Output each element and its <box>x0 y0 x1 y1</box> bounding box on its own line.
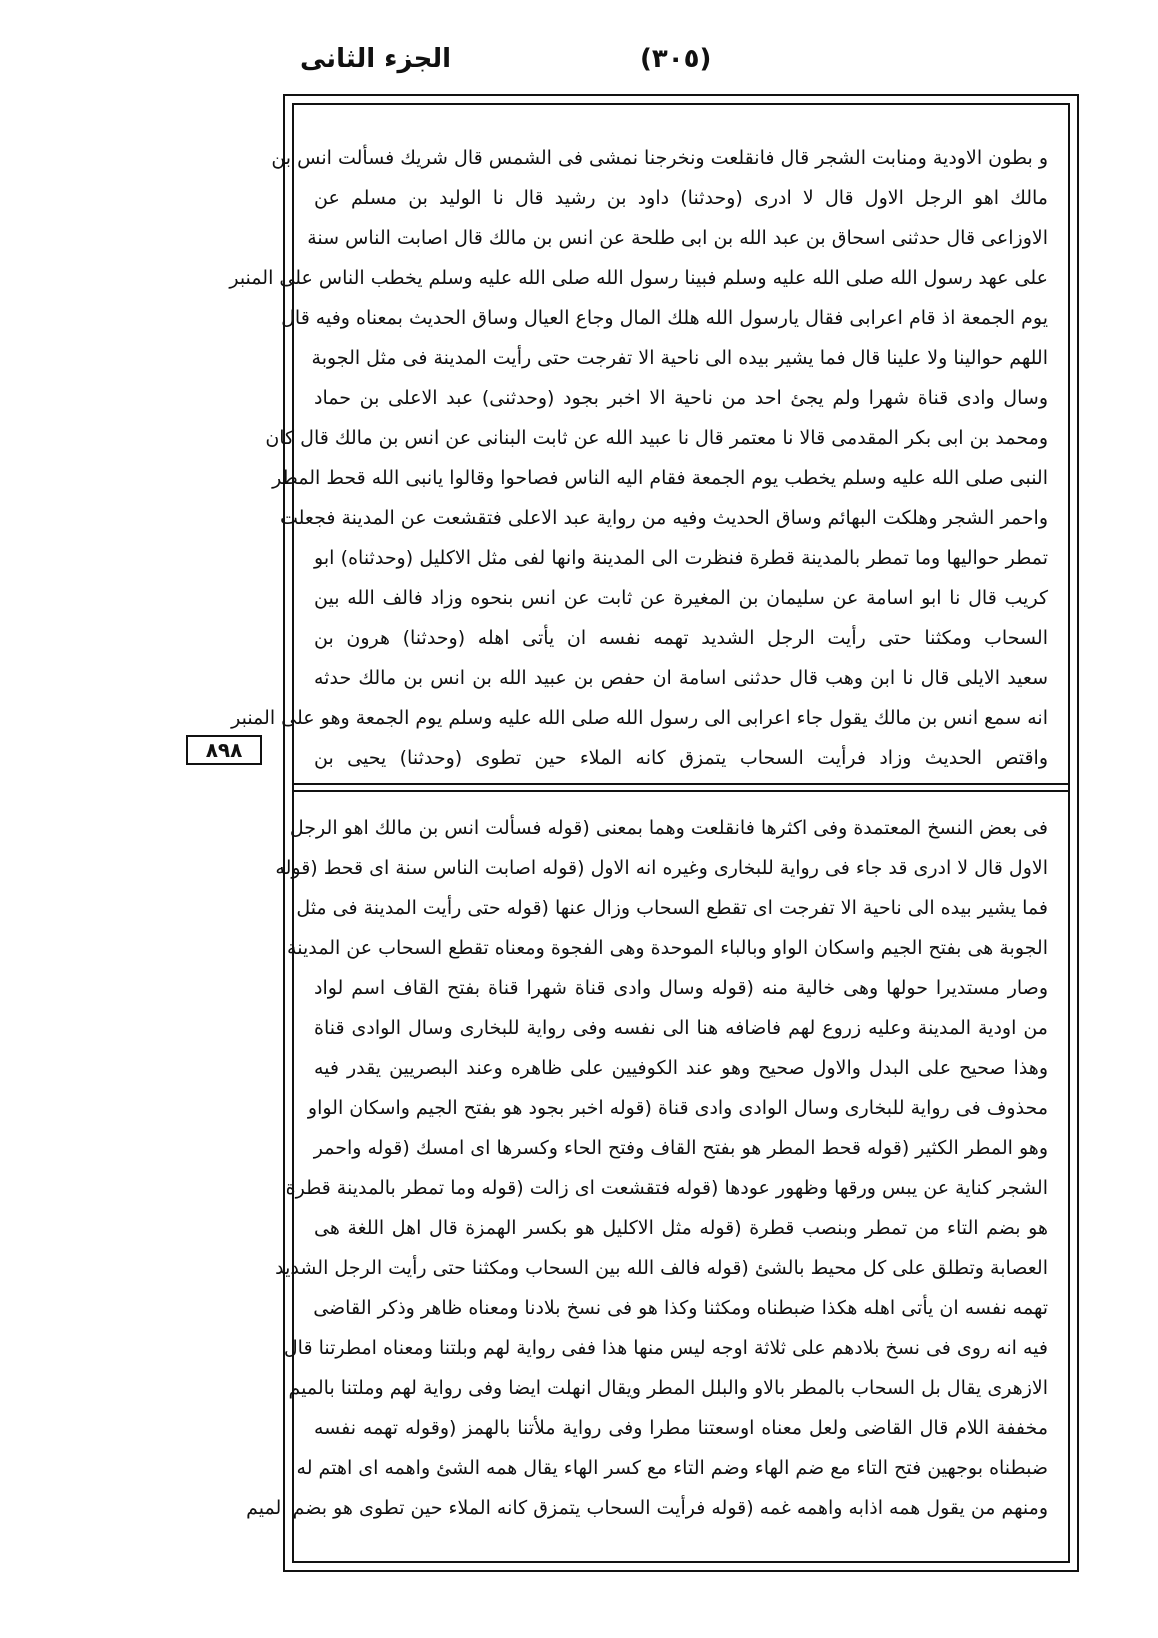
text-line: على عهد رسول الله صلى الله عليه وسلم فبينا رسول الله صلى الله عليه وسلم يخطب الناس على المنبر <box>229 267 1048 289</box>
commentary-line: الشجر كناية عن يبس ورقها وظهور عودها (قوله فتقشعت اى زالت (قوله وما تمطر بالمدينة قطرة <box>285 1177 1048 1199</box>
text-line: وسال وادى قناة شهرا ولم يجئ احد من ناحية الا اخبر بجود (وحدثنى) عبد الاعلى بن حماد <box>314 387 1048 409</box>
commentary-line: الازهرى يقال بل السحاب بالمطر بالاو والبلل المطر ويقال انهلت ايضا وفى رواية لهم وملتنا بالميم <box>288 1377 1048 1399</box>
commentary-line: تهمه نفسه ان يأتى اهله هكذا ضبطناه ومكثنا وكذا هو فى نسخ بلادنا ومعناه ظاهر وذكر القاضى <box>313 1297 1048 1319</box>
section-divider <box>292 783 1070 785</box>
text-line: يوم الجمعة اذ قام اعرابى فقال يارسول الله هلك المال وجاع العيال وساق الحديث بمعناه وفيه قال <box>281 307 1048 329</box>
commentary-line: محذوف فى رواية للبخارى وسال الوادى وادى قناة (قوله اخبر بجود هو بفتح الجيم واسكان الواو <box>307 1097 1048 1119</box>
text-line: كريب قال نا ابو اسامة عن سليمان بن المغيرة عن ثابت عن انس بنحوه وزاد فالف الله بين <box>314 587 1048 609</box>
commentary-text <box>246 808 1048 1528</box>
commentary-line: مخففة اللام قال القاضى ولعل معناه اوسعتنا مطرا وفى رواية ملأتنا بالهمز (وقوله تهمه نفسه <box>314 1417 1048 1439</box>
text-line: ومحمد بن ابى بكر المقدمى قالا نا معتمر قال نا عبيد الله عن ثابت البنانى عن انس بن مالك قال كان <box>265 427 1048 449</box>
commentary-line: هو بضم التاء من تمطر وبنصب قطرة (قوله مثل الاكليل هو بكسر الهمزة قال اهل اللغة هى <box>314 1217 1048 1239</box>
commentary-line: ضبطناه بوجهين فتح التاء مع ضم الهاء وضم التاء مع كسر الهاء يقال همه الشئ واهمه اى اهتم له <box>296 1457 1048 1479</box>
section-divider <box>292 790 1070 792</box>
commentary-line: فى بعض النسخ المعتمدة وفى اكثرها فانقلعت وهما بمعنى (قوله فسألت انس بن مالك اهو الرجل <box>289 817 1048 839</box>
text-line: انه سمع انس بن مالك يقول جاء اعرابى الى رسول الله صلى الله عليه وسلم يوم الجمعة وهو على المنبر <box>231 707 1048 729</box>
text-line: مالك اهو الرجل الاول قال لا ادرى (وحدثنا) داود بن رشيد قال نا الوليد بن مسلم عن <box>314 187 1048 209</box>
commentary-line: العصابة وتطلق على كل محيط بالشئ (قوله فالف الله بين السحاب ومكثنا حتى رأيت الرجل الشديد <box>275 1257 1048 1279</box>
commentary-line: فما يشير بيده الى ناحية الا تفرجت اى تقطع السحاب وزال عنها (قوله حتى رأيت المدينة فى مثل <box>296 897 1048 919</box>
text-line: اللهم حوالينا ولا علينا قال فما يشير بيده الى ناحية الا تفرجت حتى رأيت المدينة فى مثل الجوبة <box>311 347 1048 369</box>
text-line: واحمر الشجر وهلكت البهائم وساق الحديث وفيه من رواية عبد الاعلى فتقشعت عن المدينة فجعلت <box>279 507 1048 529</box>
text-line: سعيد الايلى قال نا ابن وهب قال حدثنى اسامة ان حفص بن عبيد الله بن انس بن مالك حدثه <box>314 667 1048 689</box>
main-text <box>229 138 1048 778</box>
text-line: واقتص الحديث وزاد فرأيت السحاب يتمزق كانه الملاء حين تطوى (وحدثنا) يحيى بن <box>314 747 1048 769</box>
text-line: الاوزاعى قال حدثنى اسحاق بن عبد الله بن ابى طلحة عن انس بن مالك قال اصابت الناس سنة <box>307 227 1048 249</box>
text-line: تمطر حواليها وما تمطر بالمدينة قطرة فنظرت الى المدينة وانها لفى مثل الاكليل (وحدثناه) ابو <box>314 547 1048 569</box>
page-number: (٣٠٥) <box>640 44 712 74</box>
text-line: السحاب ومكثنا حتى رأيت الرجل الشديد تهمه نفسه ان يأتى اهله (وحدثنا) هرون بن <box>314 627 1048 649</box>
commentary-line: الجوبة هى بفتح الجيم واسكان الواو وبالباء الموحدة وهى الفجوة ومعناه تقطع السحاب عن المدينة <box>287 937 1048 959</box>
commentary-line: وهو المطر الكثير (قوله قحط المطر هو بفتح القاف وفتح الحاء وكسرها اى امسك (قوله واحمر <box>313 1137 1048 1159</box>
text-line: النبى صلى الله عليه وسلم يخطب يوم الجمعة فقام اليه الناس فصاحوا وقالوا يانبى الله قحط المطر <box>272 467 1048 489</box>
commentary-line: فيه انه روى فى نسخ بلادهم على ثلاثة اوجه ليس منها هذا ففى رواية لهم وبلتنا ومعناه امطرتنا قال <box>283 1337 1048 1359</box>
commentary-line: ومنهم من يقول همه اذابه واهمه غمه (قوله فرأيت السحاب يتمزق كانه الملاء حين تطوى هو بضم الميم <box>246 1497 1048 1519</box>
commentary-line: الاول قال لا ادرى قد جاء فى رواية للبخارى وغيره انه الاول (قوله اصابت الناس سنة اى قحط (قوله <box>275 857 1048 879</box>
text-line: و بطون الاودية ومنابت الشجر قال فانقلعت ونخرجنا نمشى فى الشمس قال شريك فسألت انس بن <box>271 147 1048 169</box>
commentary-line: وهذا صحيح على البدل والاول صحيح وهو عند الكوفيين على ظاهره وعند البصريين يقدر فيه <box>314 1057 1048 1079</box>
commentary-line: من اودية المدينة وعليه زروع لهم فاضافه هنا الى نفسه وفى رواية للبخارى وسال الوادى قناة <box>314 1017 1048 1039</box>
hadith-number-box: ٨٩٨ <box>186 735 262 765</box>
commentary-line: وصار مستديرا حولها وهى خالية منه (قوله وسال وادى قناة شهرا قناة بفتح القاف اسم لواد <box>314 977 1048 999</box>
volume-label: الجزء الثانى <box>300 44 452 74</box>
page-header <box>0 44 1158 84</box>
